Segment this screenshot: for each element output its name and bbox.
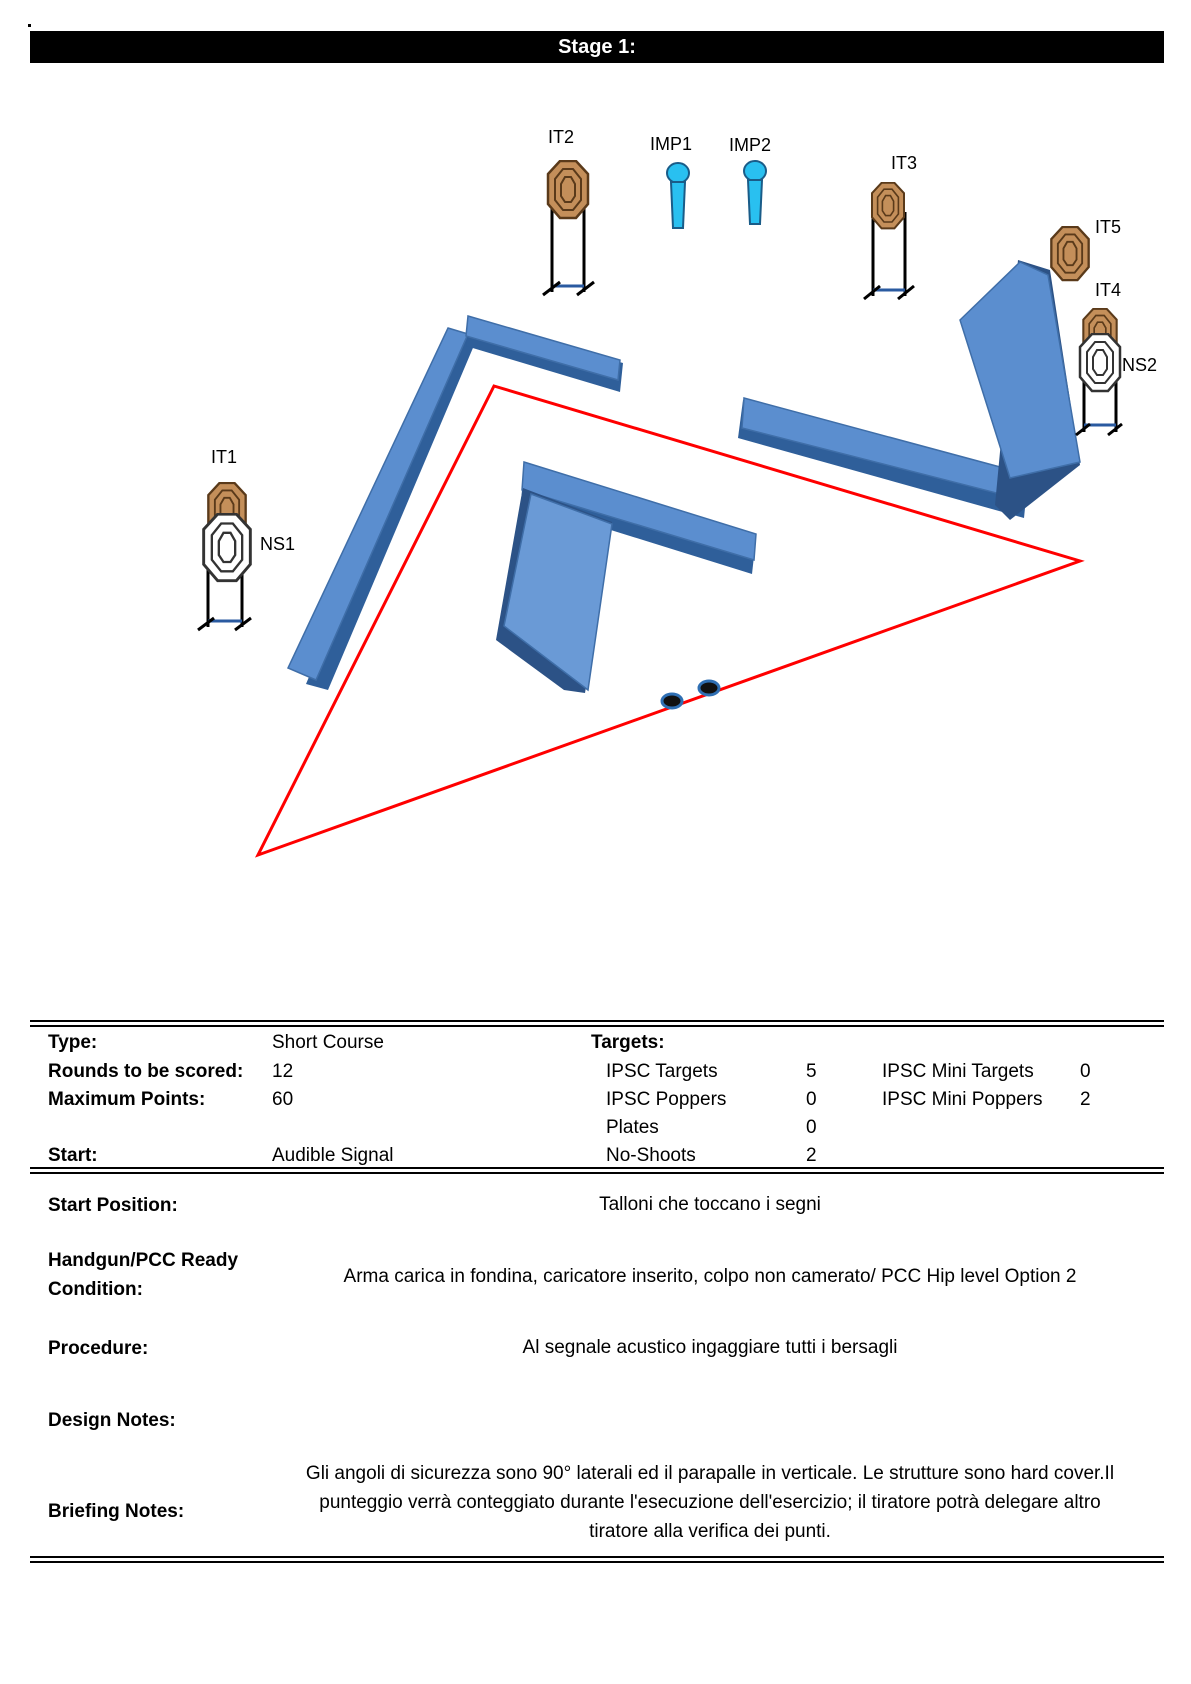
- ipsc-poppers-label: IPSC Poppers: [606, 1089, 727, 1110]
- rule-bottom-2: [30, 1561, 1164, 1563]
- label-ns2: NS2: [1122, 355, 1158, 375]
- label-it1: IT1: [211, 447, 238, 467]
- briefing-line-3: tiratore alla verifica dei punti.: [589, 1521, 831, 1542]
- no-shoots-label: No-Shoots: [606, 1145, 696, 1166]
- stage-diagram: [0, 60, 1191, 1020]
- wall-right-long: [738, 398, 1028, 518]
- start-position-value: Talloni che toccano i segni: [599, 1194, 821, 1215]
- ipsc-poppers-value: 0: [806, 1089, 817, 1110]
- label-it3: IT3: [891, 153, 918, 173]
- target-it2: [543, 161, 594, 295]
- stage-title: Stage 1:: [30, 31, 1164, 63]
- popper-imp1: [667, 163, 689, 228]
- label-it2: IT2: [548, 127, 575, 147]
- start-mark-left: [662, 694, 682, 708]
- corner-mark: [28, 24, 31, 27]
- rule-top-1: [30, 1020, 1164, 1022]
- rule-mid-2: [30, 1172, 1164, 1174]
- ready-condition-label-line2: Condition:: [48, 1279, 143, 1300]
- briefing-notes-label: Briefing Notes:: [48, 1501, 185, 1522]
- target-it5: [1051, 227, 1088, 280]
- label-it5: IT5: [1095, 217, 1122, 237]
- type-label: Type:: [48, 1032, 98, 1053]
- plates-value: 0: [806, 1117, 817, 1138]
- ready-condition-value: Arma carica in fondina, caricatore inserito, colpo non camerato/ PCC Hip level Option 2: [343, 1266, 1077, 1287]
- ipsc-targets-label: IPSC Targets: [606, 1061, 718, 1082]
- points-value: 60: [272, 1089, 294, 1110]
- wall-center-slab: [496, 488, 612, 693]
- targets-label: Targets:: [591, 1032, 665, 1053]
- rule-mid-1: [30, 1167, 1164, 1169]
- rounds-value: 12: [272, 1061, 294, 1082]
- wall-left-long: [288, 328, 478, 690]
- mini-targets-label: IPSC Mini Targets: [882, 1061, 1034, 1082]
- label-imp1: IMP1: [650, 134, 693, 154]
- rounds-label: Rounds to be scored:: [48, 1061, 244, 1082]
- no-shoots-value: 2: [806, 1145, 817, 1166]
- rule-top-2: [30, 1025, 1164, 1027]
- noshoot-ns2: [1076, 334, 1122, 435]
- noshoot-ns1: [204, 514, 251, 581]
- procedure-label: Procedure:: [48, 1338, 149, 1359]
- popper-imp2: [744, 161, 766, 224]
- start-value: Audible Signal: [272, 1145, 394, 1166]
- points-label: Maximum Points:: [48, 1089, 206, 1110]
- ready-condition-label-line1: Handgun/PCC Ready: [48, 1250, 239, 1271]
- procedure-value: Al segnale acustico ingaggiare tutti i bersagli: [522, 1337, 898, 1358]
- label-imp2: IMP2: [729, 135, 772, 155]
- briefing-line-1: Gli angoli di sicurezza sono 90° laterali ed il parapalle in verticale. Le strutture sono hard cover.Il: [305, 1463, 1115, 1484]
- mini-poppers-label: IPSC Mini Poppers: [882, 1089, 1043, 1110]
- type-value: Short Course: [272, 1032, 384, 1053]
- mini-poppers-value: 2: [1080, 1089, 1091, 1110]
- wall-top-left: [466, 316, 623, 392]
- label-ns1: NS1: [260, 534, 296, 554]
- plates-label: Plates: [606, 1117, 659, 1138]
- target-it3: [864, 183, 914, 299]
- start-position-label: Start Position:: [48, 1195, 178, 1216]
- design-notes-label: Design Notes:: [48, 1410, 176, 1431]
- briefing-line-2: punteggio verrà conteggiato durante l'esecuzione dell'esercizio; il tiratore potrà delegare altro: [319, 1492, 1101, 1513]
- start-mark-right: [699, 681, 719, 695]
- mini-targets-value: 0: [1080, 1061, 1091, 1082]
- ipsc-targets-value: 5: [806, 1061, 817, 1082]
- label-it4: IT4: [1095, 280, 1122, 300]
- rule-bottom-1: [30, 1556, 1164, 1558]
- start-label: Start:: [48, 1145, 98, 1166]
